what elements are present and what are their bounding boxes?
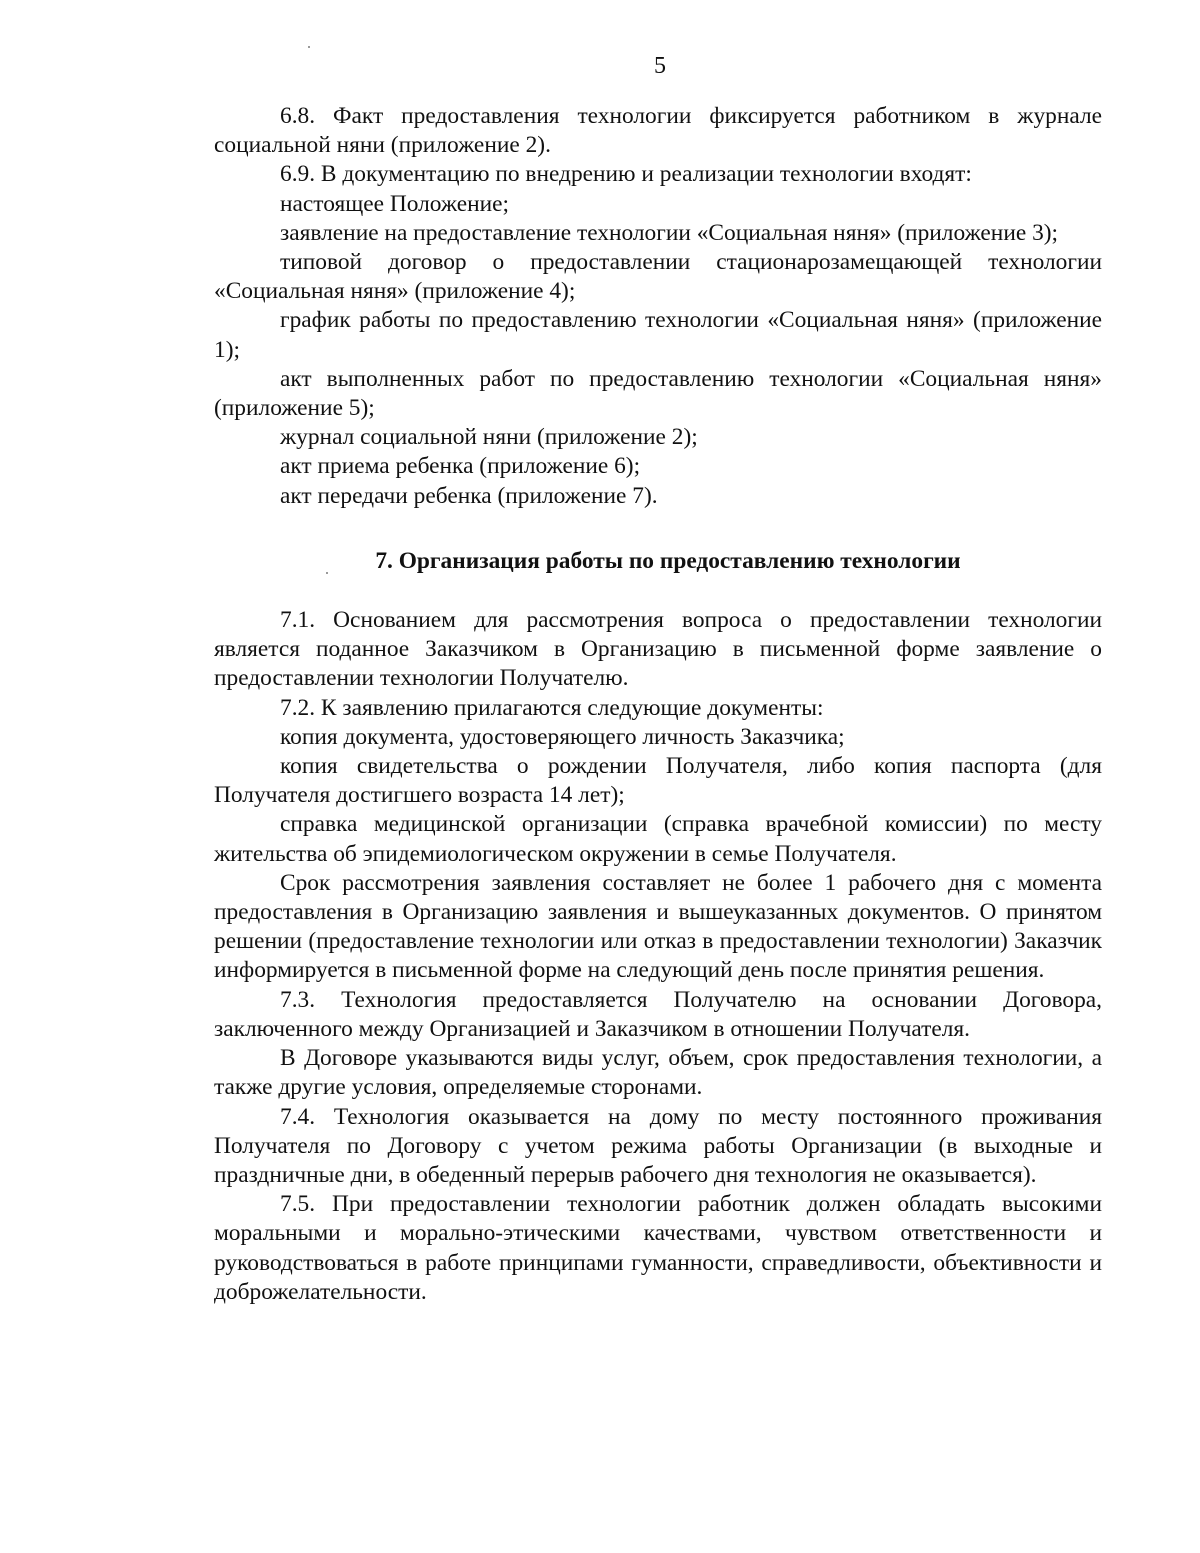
paragraph-7-1: 7.1. Основанием для рассмотрения вопроса о предоставлении технологии является поданное Заказчиком в Организацию в письменной форме заявление о предоставлении технологии Получателю. bbox=[214, 607, 1102, 692]
paragraph-6-9: 6.9. В документацию по внедрению и реализации технологии входят: bbox=[280, 161, 972, 188]
paragraph-term: Срок рассмотрения заявления составляет не более 1 рабочего дня с момента предоставления в Организацию заявления и вышеуказанных документов. О принятом решении (предоставление технологии или отказ в предоставлении технологии) Заказчик информируется в письменной форме на следующий день после принятия решения. bbox=[214, 869, 1102, 984]
page-number: 5 bbox=[654, 53, 666, 79]
list-item: журнал социальной няни (приложение 2); bbox=[280, 424, 698, 451]
paragraph-7-2: 7.2. К заявлению прилагаются следующие документы: bbox=[280, 694, 824, 721]
document-body bbox=[214, 102, 1102, 1307]
paragraph-7-5: 7.5. При предоставлении технологии работник должен обладать высокими моральными и морально-этическими качествами, чувством ответственности и руководствоваться в работе принципами гуманности, справедливости, объективности и доброжелательности. bbox=[214, 1191, 1102, 1305]
paragraph-7-3: 7.3. Технология предоставляется Получателю на основании Договора, заключенного между Организацией и Заказчиком в отношении Получателя. bbox=[214, 986, 1102, 1042]
list-item: типовой договор о предоставлении стационарозамещающей технологии «Социальная няня» (приложение 4); bbox=[214, 249, 1102, 305]
list-item: копия документа, удостоверяющего личность Заказчика; bbox=[280, 723, 845, 750]
paragraph-contract: В Договоре указываются виды услуг, объем, срок предоставления технологии, а также другие условия, определяемые сторонами. bbox=[214, 1045, 1102, 1101]
list-item: акт выполненных работ по предоставлению технологии «Социальная няня» (приложение 5); bbox=[214, 365, 1102, 422]
paragraph-6-8: 6.8. Факт предоставления технологии фиксируется работником в журнале социальной няни (приложение 2). bbox=[214, 103, 1102, 159]
list-item: настоящее Положение; bbox=[280, 190, 510, 217]
list-item: справка медицинской организации (справка врачебной комиссии) по месту жительства об эпидемиологическом окружении в семье Получателя. bbox=[214, 811, 1102, 867]
list-item: акт передачи ребенка (приложение 7). bbox=[280, 482, 658, 509]
list-item: акт приема ребенка (приложение 6); bbox=[280, 453, 641, 480]
list-item: график работы по предоставлению технологии «Социальная няня» (приложение 1); bbox=[214, 307, 1102, 363]
scan-speck bbox=[308, 46, 310, 48]
section-heading: 7. Организация работы по предоставлению технологии bbox=[375, 547, 961, 574]
list-item: копия свидетельства о рождении Получателя, либо копия паспорта (для Получателя достигшего возраста 14 лет); bbox=[214, 753, 1102, 809]
list-item: заявление на предоставление технологии «Социальная няня» (приложение 3); bbox=[280, 219, 1059, 246]
paragraph-7-4: 7.4. Технология оказывается на дому по месту постоянного проживания Получателя по Договору с учетом режима работы Организации (в выходные и праздничные дни, в обеденный перерыв рабочего дня технология не оказывается). bbox=[214, 1103, 1102, 1188]
